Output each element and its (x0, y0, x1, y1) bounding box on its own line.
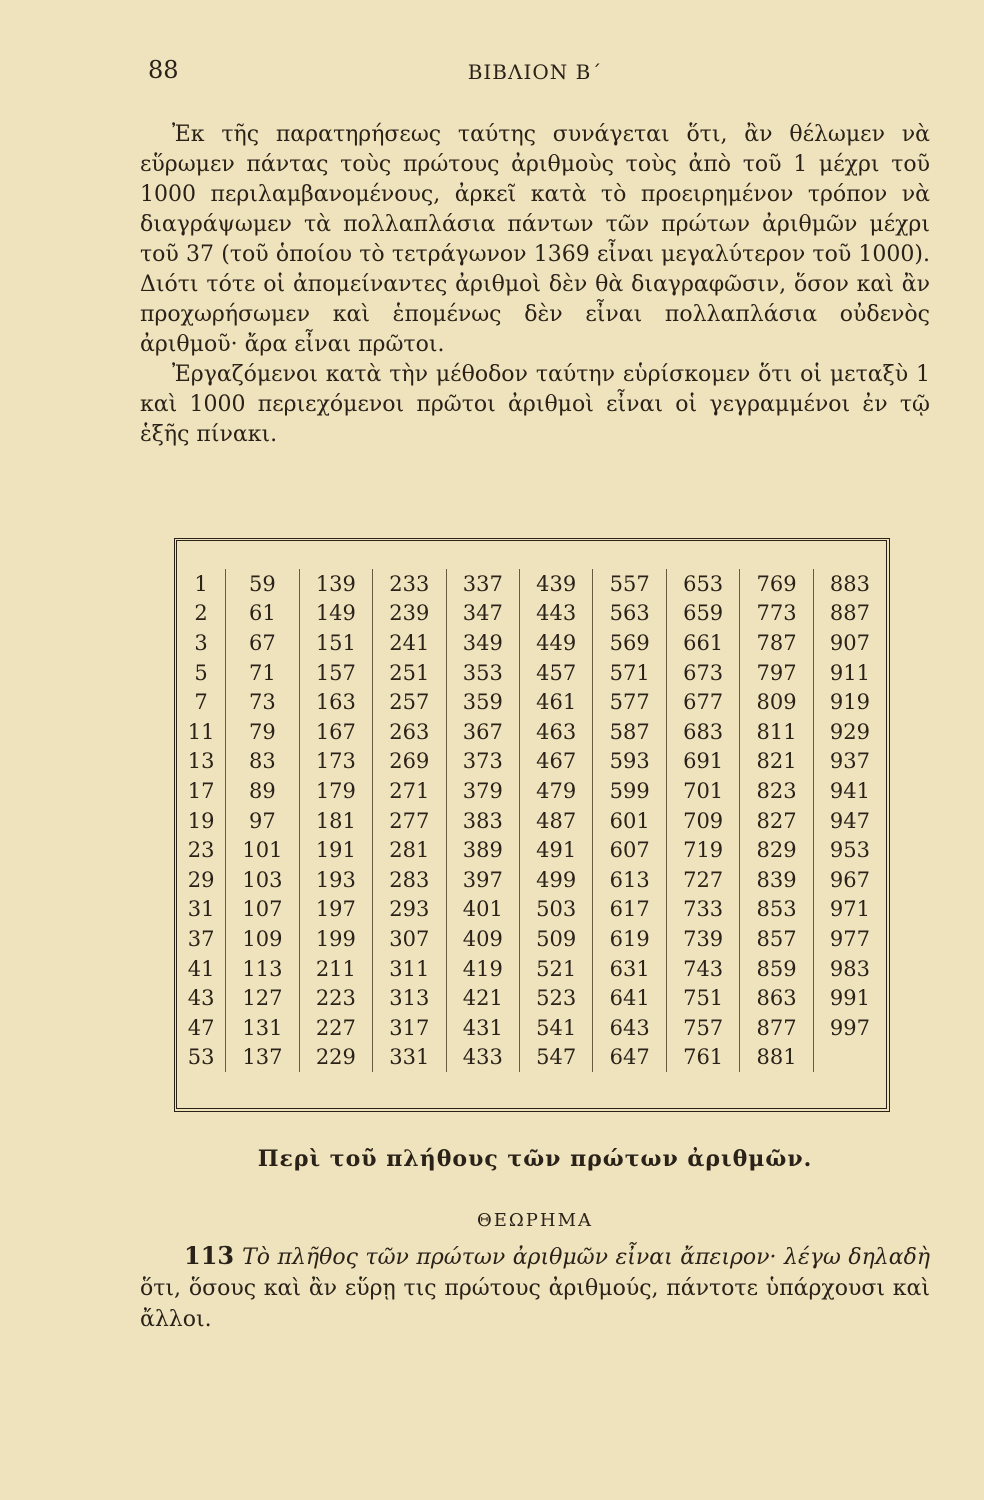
table-cell: 181 (299, 806, 372, 836)
table-row (177, 687, 886, 717)
table-cell: 13 (187, 749, 215, 774)
table-cell: 103 (226, 865, 299, 895)
table-cell: 73 (226, 687, 299, 717)
table-cell: 641 (593, 983, 666, 1013)
page-header (140, 56, 930, 92)
table-cell: 239 (373, 599, 446, 629)
table-cell: 317 (373, 1013, 446, 1043)
table-cell: 811 (740, 717, 813, 747)
table-cell: 997 (813, 1013, 886, 1043)
table-cell: 661 (666, 628, 739, 658)
table-cell: 757 (666, 1013, 739, 1043)
table-cell: 659 (666, 599, 739, 629)
table-cell: 5 (194, 660, 208, 685)
page-number: 88 (148, 56, 179, 84)
table-cell: 683 (666, 717, 739, 747)
table-cell: 733 (666, 895, 739, 925)
table-cell: 787 (740, 628, 813, 658)
table-cell: 941 (813, 776, 886, 806)
table-cell: 983 (813, 954, 886, 984)
table-cell: 593 (593, 747, 666, 777)
table-row (177, 835, 886, 865)
table-cell: 907 (813, 628, 886, 658)
table-cell: 599 (593, 776, 666, 806)
table-cell: 647 (593, 1043, 666, 1073)
table-cell: 911 (813, 658, 886, 688)
table-row (177, 924, 886, 954)
table-cell: 919 (813, 687, 886, 717)
table-cell: 283 (373, 865, 446, 895)
table-cell: 479 (520, 776, 593, 806)
table-cell: 569 (593, 628, 666, 658)
table-cell: 797 (740, 658, 813, 688)
table-cell: 137 (226, 1043, 299, 1073)
table-cell: 677 (666, 687, 739, 717)
table-cell: 53 (187, 1045, 215, 1070)
table-cell: 883 (813, 569, 886, 599)
table-cell: 337 (446, 569, 519, 599)
theorem (140, 1240, 930, 1335)
table-cell: 31 (187, 897, 215, 922)
table-cell: 857 (740, 924, 813, 954)
table-row (177, 599, 886, 629)
table-cell: 109 (226, 924, 299, 954)
table-cell: 769 (740, 569, 813, 599)
table-cell: 293 (373, 895, 446, 925)
section-title: Περὶ τοῦ πλήθους τῶν πρώτων ἀριθμῶν. (257, 1146, 813, 1172)
table-cell: 503 (520, 895, 593, 925)
table-cell: 877 (740, 1013, 813, 1043)
table-cell: 71 (226, 658, 299, 688)
table-cell: 563 (593, 599, 666, 629)
table-cell: 307 (373, 924, 446, 954)
table-cell: 107 (226, 895, 299, 925)
table-cell: 383 (446, 806, 519, 836)
table-cell: 89 (226, 776, 299, 806)
table-cell: 557 (593, 569, 666, 599)
table-cell: 827 (740, 806, 813, 836)
table-cell: 613 (593, 865, 666, 895)
table-cell: 353 (446, 658, 519, 688)
table-cell: 7 (194, 690, 208, 715)
table-cell: 11 (187, 719, 215, 744)
table-cell: 149 (299, 599, 372, 629)
table-cell: 313 (373, 983, 446, 1013)
table-cell: 17 (187, 778, 215, 803)
table-cell: 887 (813, 599, 886, 629)
table-row (177, 865, 886, 895)
body-text (140, 120, 930, 450)
table-cell: 331 (373, 1043, 446, 1073)
table-cell (813, 1043, 886, 1073)
table-cell: 617 (593, 895, 666, 925)
table-row (177, 658, 886, 688)
table-cell: 127 (226, 983, 299, 1013)
table-cell: 953 (813, 835, 886, 865)
table-row (177, 628, 886, 658)
table-cell: 761 (666, 1043, 739, 1073)
table-cell: 277 (373, 806, 446, 836)
table-cell: 59 (226, 569, 299, 599)
table-cell: 607 (593, 835, 666, 865)
table-cell: 443 (520, 599, 593, 629)
table-cell: 487 (520, 806, 593, 836)
table-cell: 571 (593, 658, 666, 688)
table-cell: 1 (194, 571, 208, 596)
table-cell: 131 (226, 1013, 299, 1043)
table-cell: 61 (226, 599, 299, 629)
table-cell: 3 (194, 630, 208, 655)
table-cell: 439 (520, 569, 593, 599)
table-cell: 41 (187, 956, 215, 981)
table-cell: 421 (446, 983, 519, 1013)
table-cell: 97 (226, 806, 299, 836)
table-cell: 223 (299, 983, 372, 1013)
table-cell: 113 (226, 954, 299, 984)
table-cell: 101 (226, 835, 299, 865)
table-cell: 977 (813, 924, 886, 954)
table-cell: 241 (373, 628, 446, 658)
table-cell: 521 (520, 954, 593, 984)
table-cell: 863 (740, 983, 813, 1013)
paragraph: Ἐργαζόμενοι κατὰ τὴν μέθοδον ταύτην εὑρίσκομεν ὅτι οἱ μεταξὺ 1 καὶ 1000 περιεχόμενοι πρῶτοι ἀριθμοὶ εἶναι οἱ γεγραμμένοι ἐν τῷ ἑξῆς πίνακι. (140, 362, 930, 447)
table-row (177, 806, 886, 836)
table-cell: 347 (446, 599, 519, 629)
theorem-continuation: ὅτι, ὅσους καὶ ἂν εὕρῃ τις πρώτους ἀριθμούς, πάντοτε ὑπάρχουσι καὶ ἄλλοι. (140, 1276, 930, 1332)
table-cell: 971 (813, 895, 886, 925)
table-cell: 229 (299, 1043, 372, 1073)
table-cell: 809 (740, 687, 813, 717)
table-cell: 947 (813, 806, 886, 836)
table-cell: 673 (666, 658, 739, 688)
table-cell: 991 (813, 983, 886, 1013)
table-cell: 739 (666, 924, 739, 954)
table-row (177, 1013, 886, 1043)
table-cell: 373 (446, 747, 519, 777)
table-row (177, 983, 886, 1013)
table-cell: 577 (593, 687, 666, 717)
table-row (177, 717, 886, 747)
table-cell: 773 (740, 599, 813, 629)
table-cell: 743 (666, 954, 739, 984)
table-cell: 719 (666, 835, 739, 865)
table-cell: 839 (740, 865, 813, 895)
table-cell: 419 (446, 954, 519, 984)
running-head: ΒΙΒΛΙΟΝ Β΄ (467, 60, 603, 84)
table-row (177, 747, 886, 777)
table-cell: 701 (666, 776, 739, 806)
table-cell: 157 (299, 658, 372, 688)
table-cell: 29 (187, 867, 215, 892)
table-cell: 311 (373, 954, 446, 984)
table-cell: 823 (740, 776, 813, 806)
table-row (177, 1043, 886, 1073)
table-cell: 937 (813, 747, 886, 777)
table-cell: 251 (373, 658, 446, 688)
table-row (177, 569, 886, 599)
table-cell: 359 (446, 687, 519, 717)
table-cell: 257 (373, 687, 446, 717)
table-cell: 179 (299, 776, 372, 806)
table-cell: 881 (740, 1043, 813, 1073)
table-cell: 859 (740, 954, 813, 984)
table-cell: 499 (520, 865, 593, 895)
table-cell: 653 (666, 569, 739, 599)
table-cell: 547 (520, 1043, 593, 1073)
table-cell: 643 (593, 1013, 666, 1043)
table-cell: 467 (520, 747, 593, 777)
table-cell: 83 (226, 747, 299, 777)
table-cell: 463 (520, 717, 593, 747)
table-cell: 193 (299, 865, 372, 895)
table-row (177, 776, 886, 806)
table-cell: 397 (446, 865, 519, 895)
table-cell: 269 (373, 747, 446, 777)
table-cell: 379 (446, 776, 519, 806)
table-cell: 349 (446, 628, 519, 658)
table-cell: 37 (187, 926, 215, 951)
table-cell: 281 (373, 835, 446, 865)
table-cell: 829 (740, 835, 813, 865)
table-cell: 461 (520, 687, 593, 717)
table-cell: 821 (740, 747, 813, 777)
table-cell: 367 (446, 717, 519, 747)
theorem-label: ΘΕΩΡΗΜΑ (476, 1210, 594, 1231)
table-cell: 79 (226, 717, 299, 747)
theorem-number: 113 (184, 1241, 235, 1270)
table-cell: 167 (299, 717, 372, 747)
table-cell: 491 (520, 835, 593, 865)
table-cell: 191 (299, 835, 372, 865)
table-cell: 449 (520, 628, 593, 658)
table-cell: 601 (593, 806, 666, 836)
table-cell: 967 (813, 865, 886, 895)
table-cell: 727 (666, 865, 739, 895)
paragraph: Ἐκ τῆς παρατηρήσεως ταύτης συνάγεται ὅτι, ἂν θέλωμεν νὰ εὕρωμεν πάντας τοὺς πρώτους ἀριθμοὺς τοὺς ἀπὸ τοῦ 1 μέχρι τοῦ 1000 περιλαμβανομένους, ἀρκεῖ κατὰ τὸ προειρημένον τρόπον νὰ διαγράψωμεν τὰ πολλαπλάσια πάντων τῶν πρώτων ἀριθμῶν μέχρι τοῦ 37 (τοῦ ὁποίου τὸ τετράγωνον 1369 εἶναι μεγαλύτερον τοῦ 1000). Διότι τότε οἱ ἀπομείναντες ἀριθμοὶ δὲν θὰ διαγραφῶσιν, ὅσον καὶ ἂν προχωρήσωμεν καὶ ἑπομένως δὲν εἶναι πολλαπλάσια οὐδενὸς ἀριθμοῦ· ἄρα εἶναι πρῶτοι. (140, 122, 930, 357)
prime-table-frame (174, 538, 890, 1112)
table-cell: 853 (740, 895, 813, 925)
table-cell: 47 (187, 1015, 215, 1040)
table-cell: 43 (187, 986, 215, 1011)
table-row (177, 895, 886, 925)
table-cell: 389 (446, 835, 519, 865)
table-cell: 541 (520, 1013, 593, 1043)
table-cell: 2 (194, 601, 208, 626)
table-cell: 173 (299, 747, 372, 777)
table-cell: 929 (813, 717, 886, 747)
table-cell: 619 (593, 924, 666, 954)
table-cell: 631 (593, 954, 666, 984)
table-cell: 151 (299, 628, 372, 658)
table-cell: 691 (666, 747, 739, 777)
table-cell: 197 (299, 895, 372, 925)
table-cell: 271 (373, 776, 446, 806)
table-cell: 19 (187, 808, 215, 833)
table-cell: 233 (373, 569, 446, 599)
table-cell: 139 (299, 569, 372, 599)
table-cell: 509 (520, 924, 593, 954)
prime-table (177, 569, 886, 1072)
table-cell: 457 (520, 658, 593, 688)
table-cell: 409 (446, 924, 519, 954)
table-cell: 587 (593, 717, 666, 747)
table-cell: 523 (520, 983, 593, 1013)
table-cell: 227 (299, 1013, 372, 1043)
table-cell: 263 (373, 717, 446, 747)
table-cell: 709 (666, 806, 739, 836)
table-cell: 401 (446, 895, 519, 925)
table-cell: 433 (446, 1043, 519, 1073)
table-cell: 23 (187, 838, 215, 863)
table-row (177, 954, 886, 984)
table-cell: 211 (299, 954, 372, 984)
theorem-statement: Τὸ πλῆθος τῶν πρώτων ἀριθμῶν εἶναι ἄπειρον· λέγω δηλαδὴ (242, 1245, 930, 1270)
table-cell: 199 (299, 924, 372, 954)
table-cell: 67 (226, 628, 299, 658)
table-cell: 163 (299, 687, 372, 717)
table-cell: 751 (666, 983, 739, 1013)
table-cell: 431 (446, 1013, 519, 1043)
